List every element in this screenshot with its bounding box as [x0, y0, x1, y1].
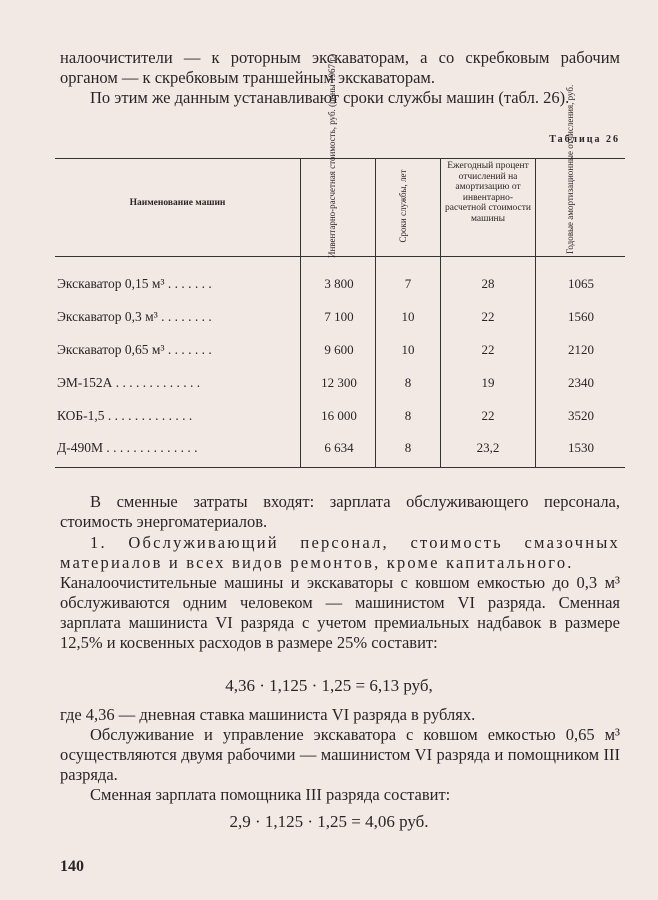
row-cost: 3 800 [324, 276, 354, 291]
row-amortization: 1065 [568, 276, 594, 291]
row-amortization: 2340 [568, 375, 594, 390]
row-percent: 23,2 [476, 440, 500, 455]
row-amortization: 3520 [568, 408, 594, 423]
paragraph-service: Обслуживание и управление экскаватора с ковшом емкостью 0,65 м³ осуществляются двумя рабочими — машинистом VI разряда и помощником III разряда. [60, 725, 620, 784]
header-cost: Инвентарно-расчетная стоимость, руб. (цены 1967 г.) [327, 53, 337, 258]
row-percent: 28 [481, 276, 495, 291]
row-name: Экскаватор 0,3 м³ . . . . . . . . [57, 309, 212, 324]
row-life: 10 [401, 342, 415, 357]
row-cost: 9 600 [324, 342, 354, 357]
row-cost: 6 634 [324, 440, 354, 455]
row-life: 8 [404, 375, 412, 390]
paragraph-intro: налоочистители — к роторным экскаваторам, а со скребковым рабочим органом — к скребковым траншейным экскаваторам. [60, 48, 620, 87]
row-cost: 12 300 [321, 375, 357, 390]
row-life: 10 [401, 309, 415, 324]
paragraph-assistant: Сменная зарплата помощника III разряда составит: [90, 785, 451, 804]
row-amortization: 1530 [568, 440, 594, 455]
paragraph-shift-costs: В сменные затраты входят: зарплата обслуживающего персонала, стоимость энергоматериалов. [60, 492, 620, 531]
row-amortization: 1560 [568, 309, 594, 324]
row-name: КОБ-1,5 . . . . . . . . . . . . . [57, 408, 193, 423]
header-annual-amortization: Годовые амортизационные отчисления, руб. [565, 84, 575, 254]
formula-assistant-wage: 2,9 · 1,125 · 1,25 = 4,06 руб. [229, 812, 429, 831]
row-percent: 22 [481, 309, 495, 324]
header-annual-percent: Ежегодный процент отчислений на амортизацию от инвентарно-расчетной стоимости машины [445, 161, 531, 224]
row-percent: 19 [481, 375, 495, 390]
row-name: Экскаватор 0,15 м³ . . . . . . . [57, 276, 212, 291]
paragraph-table-reference: По этим же данным устанавливают сроки службы машин (табл. 26). [90, 88, 570, 107]
row-percent: 22 [481, 408, 495, 423]
row-life: 8 [404, 440, 412, 455]
header-machine-name: Наименование машин [129, 198, 226, 208]
header-service-life: Сроки службы, лет [398, 169, 408, 243]
paragraph-item1-body: Каналоочистительные машины и экскаваторы с ковшом емкостью до 0,3 м³ обслуживаются одним человеком — машинистом VI разряда. Сменная зарплата машиниста VI разряда с учетом премиальных надбавок в размере 12,5% и косвенных расходов в размере 25% составит: [60, 573, 620, 652]
row-life: 8 [404, 408, 412, 423]
table-caption: Таблица 26 [549, 134, 620, 145]
paragraph-where: где 4,36 — дневная ставка машиниста VI разряда в рублях. [60, 705, 476, 724]
page-number: 140 [60, 858, 84, 875]
row-percent: 22 [481, 342, 495, 357]
formula-machinist-wage: 4,36 · 1,125 · 1,25 = 6,13 руб, [225, 676, 433, 695]
row-life: 7 [404, 276, 412, 291]
row-cost: 7 100 [324, 309, 354, 324]
row-cost: 16 000 [321, 408, 357, 423]
row-name: Экскаватор 0,65 м³ . . . . . . . [57, 342, 212, 357]
row-name: ЭМ-152А . . . . . . . . . . . . . [57, 375, 201, 390]
paragraph-item1-heading: 1. Обслуживающий персонал, стоимость смазочных материалов и всех видов ремонтов, кроме капитального. [60, 533, 620, 572]
row-name: Д-490М . . . . . . . . . . . . . . [57, 440, 198, 455]
row-amortization: 2120 [568, 342, 594, 357]
